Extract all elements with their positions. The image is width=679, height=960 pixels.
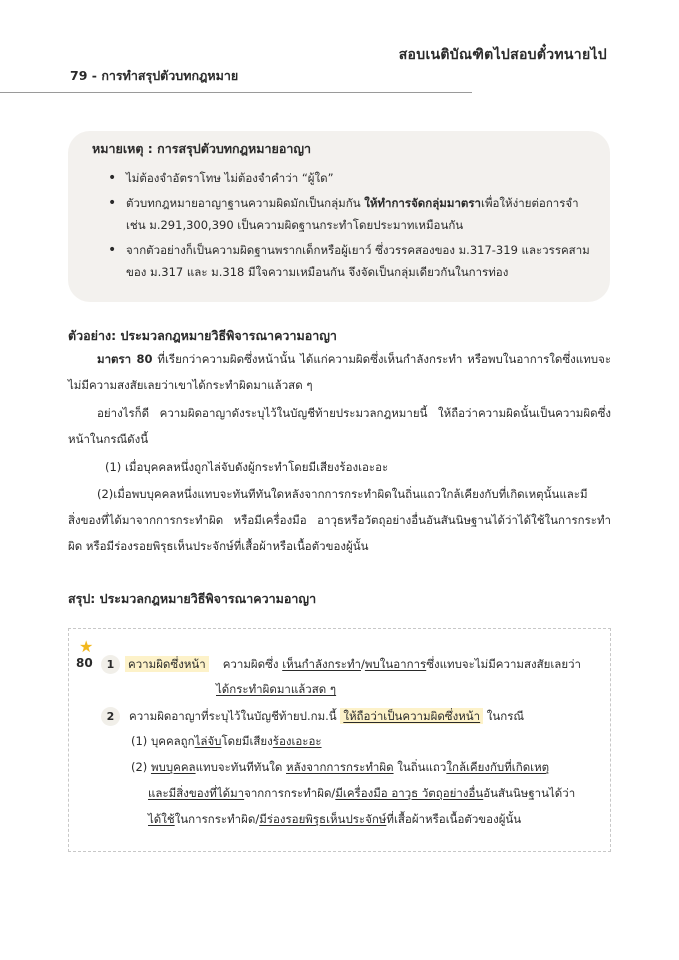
note-bullet: • ตัวบทกฎหมายอาญาฐานความผิดมักเป็นกลุ่มกัน ให้ทำการจัดกลุ่มมาตราเพื่อให้ง่ายต่อการจำ เช่น ม.291,300,390 เป็นความผิดฐานกระทำโดยประมาทเหมือนกัน (108, 192, 592, 237)
summary-box (68, 628, 611, 852)
section-80-paragraph-1: มาตรา 80 ที่เรียกว่าความผิดซึ่งหน้านั้น ได้แก่ความผิดซึ่งเห็นกำลังกระทำ หรือพบในอาการใดซึ่งแทบจะไม่มีความสงสัยเลยว่าเขาได้กระทำผิดมาแล้วสด ๆ (68, 352, 611, 392)
summary-title: สรุป: ประมวลกฎหมายวิธีพิจารณาความอาญา (68, 591, 317, 606)
summary-item-2-line-2: และมีสิ่งของที่ได้มาจากการกระทำผิด/มีเครื่องมือ อาวุธ วัตถุอย่างอื่นอันสันนิษฐานได้ว่า (148, 786, 576, 800)
summary-clause-1-line-1: ความผิดซึ่งหน้า ความผิดซึ่ง เห็นกำลังกระทำ/พบในอาการซึ่งแทบจะไม่มีความสงสัยเลยว่า (125, 652, 581, 676)
section-80-paragraph-2: อย่างไรก็ดี ความผิดอาญาดังระบุไว้ในบัญชีท้ายประมวลกฎหมายนี้ ให้ถือว่าความผิดนั้นเป็นความผิดซึ่งหน้าในกรณีดังนี้ (68, 406, 611, 446)
book-title: สอบเนติบัณฑิตไปสอบตั๋วทนายไป (398, 47, 607, 63)
highlight-term: ความผิดซึ่งหน้า (125, 656, 209, 672)
note-bullet: • จากตัวอย่างก็เป็นความผิดฐานพรากเด็กหรือผู้เยาว์ ซึ่งวรรคสองของ ม.317-319 และวรรคสาม ของ ม.317 และ ม.318 มีใจความเหมือนกัน จึงจัดเป็นกลุ่มเดียวกันในการท่อง (108, 239, 592, 284)
highlight-term: ให้ถือว่าเป็นความผิดซึ่งหน้า (340, 708, 483, 724)
section-label: มาตรา 80 (97, 352, 153, 366)
section-80-item-2: (2)เมื่อพบบุคคลหนึ่งแทบจะทันทีทันใดหลังจากการกระทำผิดในถิ่นแถวใกล้เคียงกับที่เกิดเหตุนั้นและมีสิ่งของที่ได้มาจากการกระทำผิด หรือมีเครื่องมือ อาวุธหรือวัตถุอย่างอื่นอันสันนิษฐานได้ว่าได้ใช้ในการกระทำผิด หรือมีร่องรอยพิรุธเห็นประจักษ์ที่เสื้อผ้าหรือเนื้อตัวของผู้นั้น (68, 487, 611, 553)
summary-item-2-line-3: ได้ใช้ในการกระทำผิด/มีร่องรอยพิรุธเห็นประจักษ์ที่เสื้อผ้าหรือเนื้อตัวของผู้นั้น (148, 812, 522, 826)
star-icon: ★ (79, 637, 94, 656)
summary-clause-1-line-2: ได้กระทำผิดมาแล้วสด ๆ (216, 682, 337, 696)
clause-number-1: 1 (101, 655, 120, 674)
example-title: ตัวอย่าง: ประมวลกฎหมายวิธีพิจารณาความอาญา (68, 328, 337, 343)
header-divider (0, 92, 472, 93)
note-title: หมายเหตุ : การสรุปตัวบทกฎหมายอาญา (92, 141, 312, 156)
clause-number-2: 2 (101, 707, 120, 726)
section-80-item-1: (1) เมื่อบุคคลหนึ่งถูกไล่จับดังผู้กระทำโดยมีเสียงร้องเอะอะ (105, 460, 389, 474)
note-list (92, 167, 592, 284)
summary-item-2-line-1: (2) พบบุคคลแทบจะทันทีทันใด หลังจากการกระทำผิด ในถิ่นแถวใกล้เคียงกับที่เกิดเหตุ (131, 760, 550, 774)
note-bullet: • ไม่ต้องจำอัตราโทษ ไม่ต้องจำคำว่า “ผู้ใด” (108, 167, 592, 190)
summary-clause-2-line: ความผิดอาญาที่ระบุไว้ในบัญชีท้ายป.กม.นี้ ให้ถือว่าเป็นความผิดซึ่งหน้า ในกรณี (129, 709, 525, 723)
summary-item-1: (1) บุคคลถูกไล่จับโดยมีเสียงร้องเอะอะ (131, 734, 322, 748)
page-number: 79 (70, 68, 88, 83)
summary-section-number: 80 (76, 656, 93, 670)
page-header: 79 - การทำสรุปตัวบทกฎหมาย (70, 68, 239, 83)
note-box (68, 131, 610, 302)
chapter-title: การทำสรุปตัวบทกฎหมาย (101, 68, 239, 83)
